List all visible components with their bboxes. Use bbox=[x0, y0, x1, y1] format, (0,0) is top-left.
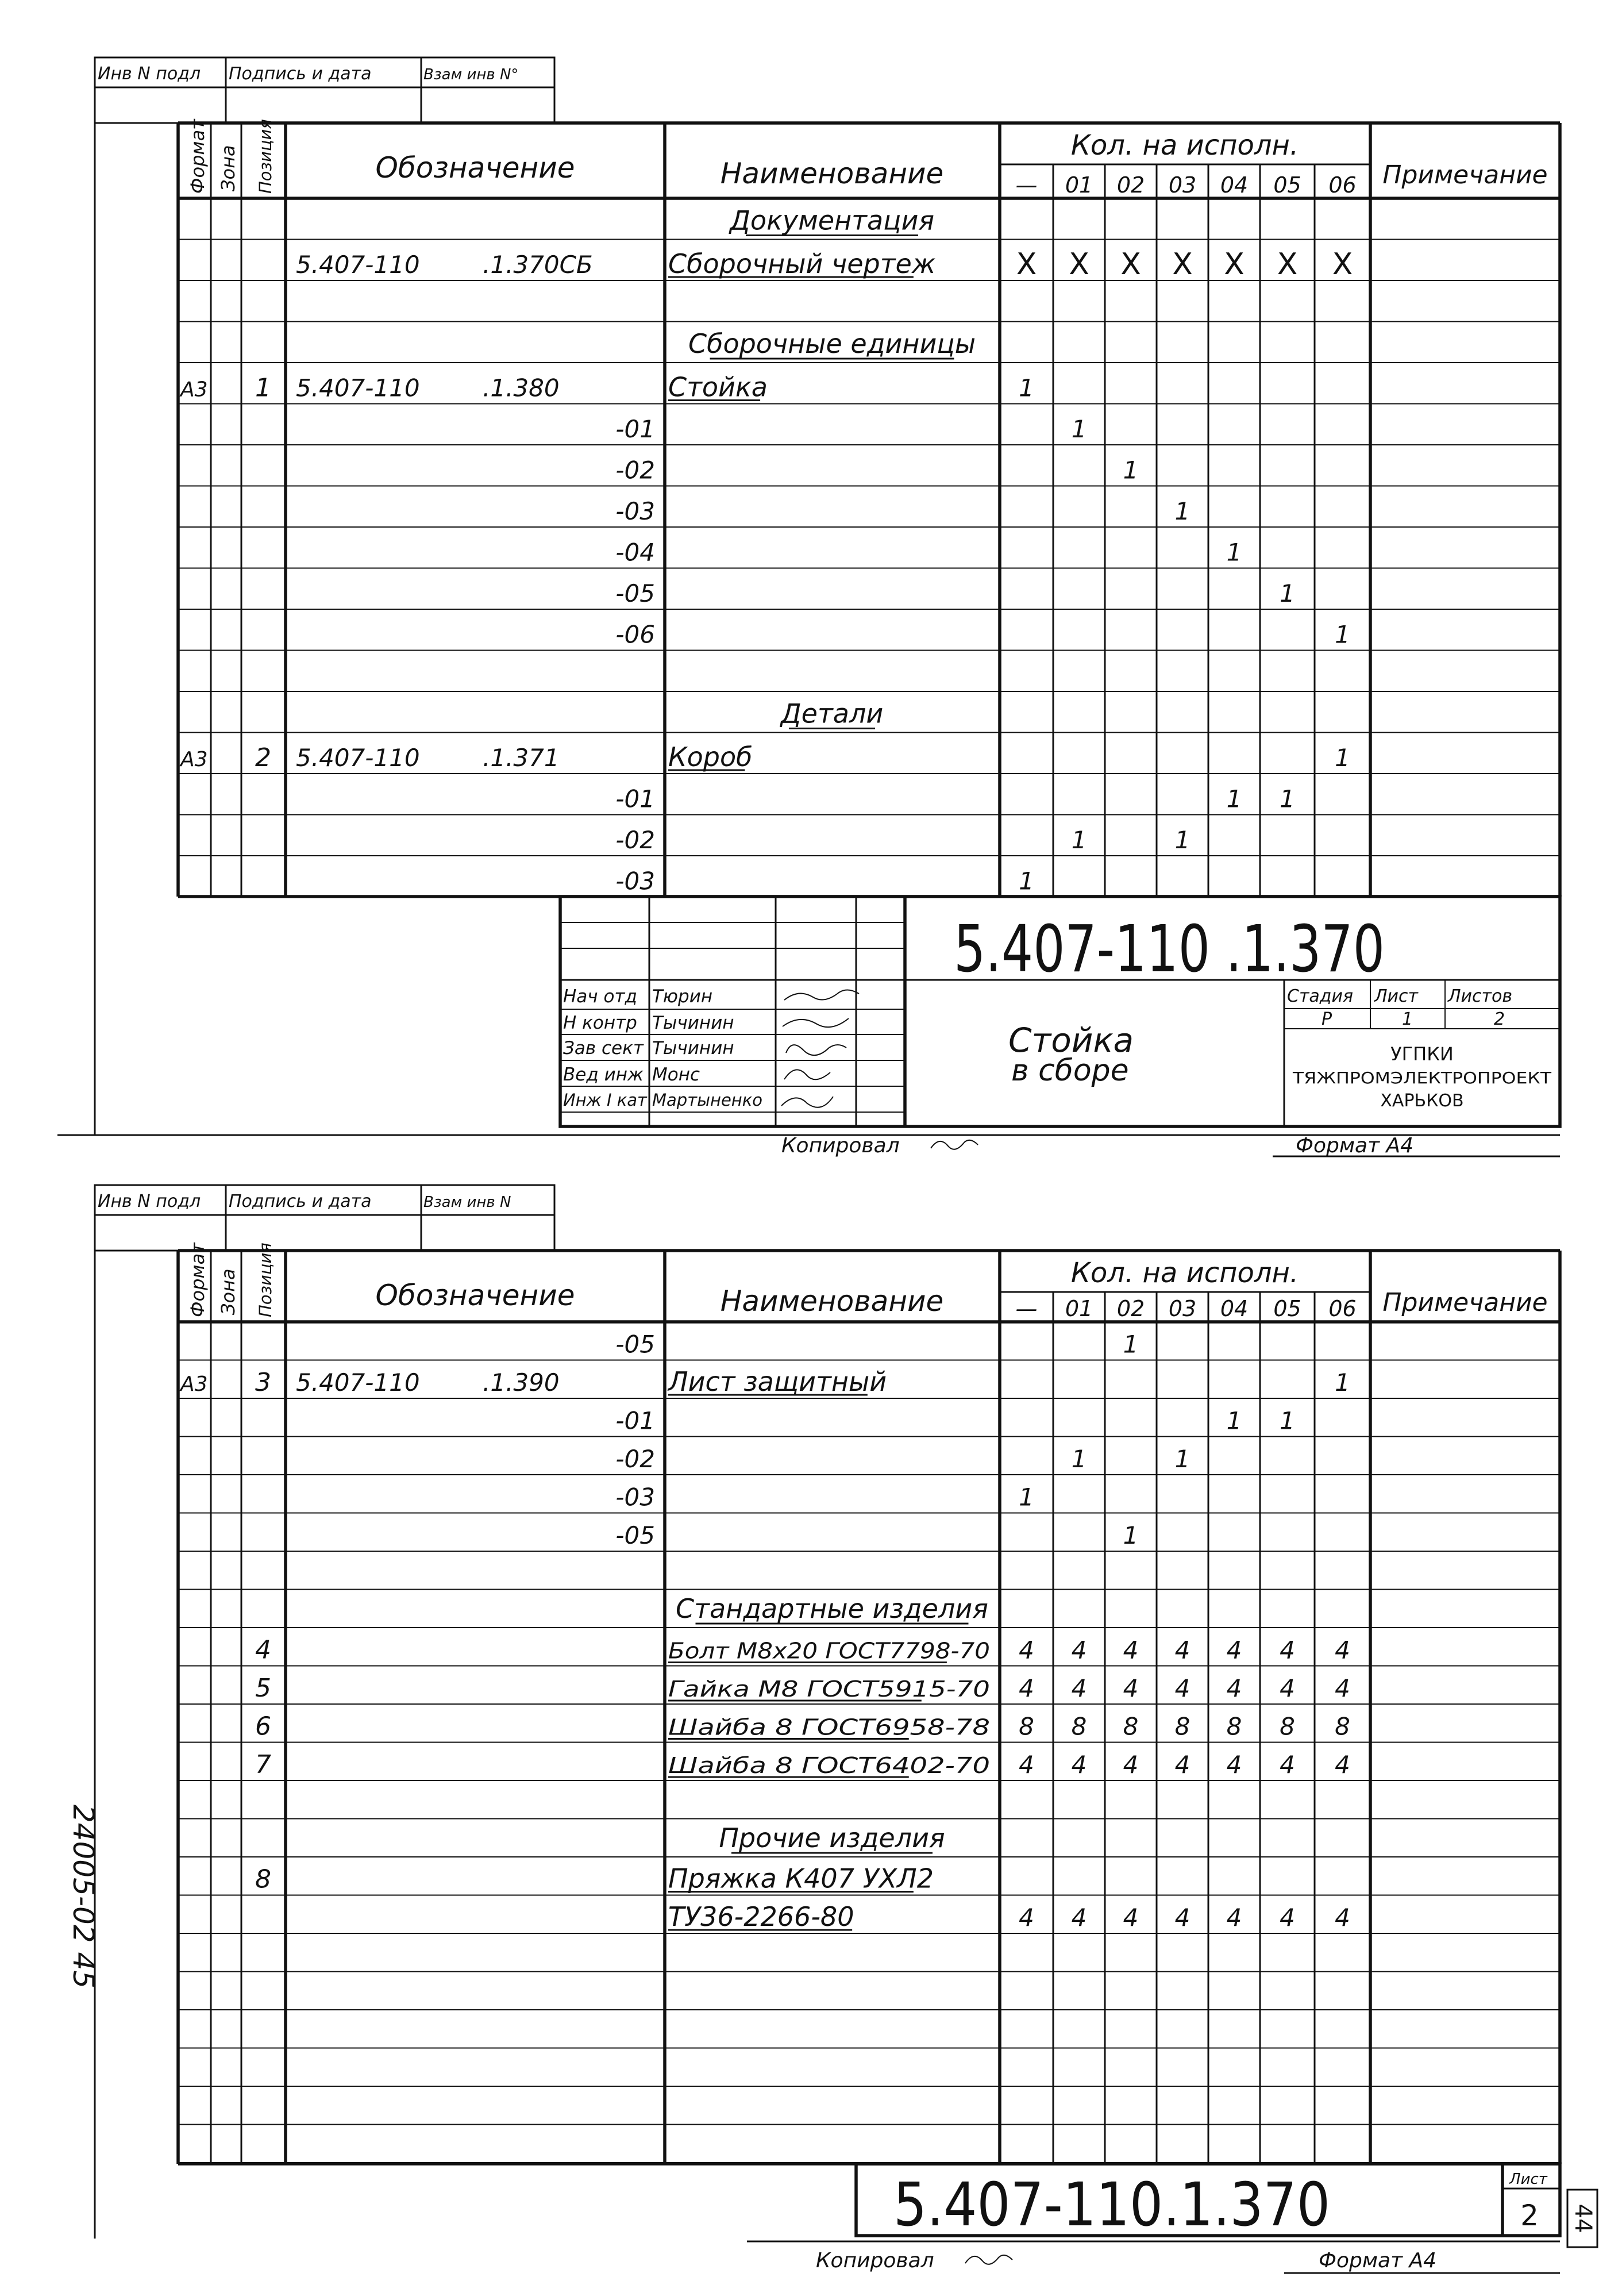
vzam-inv-label: Взам инв N° bbox=[423, 66, 519, 83]
position-header: Позиция bbox=[256, 119, 275, 194]
variant-column-02: 02 bbox=[1116, 172, 1145, 198]
table-row bbox=[615, 539, 1242, 567]
variant-column-05: 05 bbox=[1273, 172, 1301, 198]
zona-header: Зона bbox=[217, 1268, 239, 1315]
position-header: Позиция bbox=[256, 1243, 275, 1317]
name-cell: Стойка bbox=[668, 371, 768, 403]
sheet-1 bbox=[57, 57, 1560, 1157]
qty-cross: X bbox=[1172, 247, 1193, 282]
qty-cell: 4 bbox=[1226, 1903, 1242, 1932]
spec-table-1 bbox=[178, 118, 1560, 897]
podpis-data-label-2: Подпись и дата bbox=[229, 1191, 372, 1212]
variant-column-04: 04 bbox=[1220, 1296, 1249, 1321]
table-row bbox=[179, 741, 1350, 772]
position-cell: 7 bbox=[255, 1750, 271, 1779]
format-header: Формат bbox=[187, 119, 209, 194]
qty-cell: 8 bbox=[1280, 1712, 1295, 1741]
inv-podl-label-2: Инв N подл bbox=[98, 1191, 201, 1212]
qty-cell: 1 bbox=[1280, 1406, 1295, 1435]
position-cell: 4 bbox=[255, 1635, 271, 1665]
table-row bbox=[615, 497, 1190, 525]
variant-column-base: — bbox=[1015, 1296, 1038, 1321]
section-heading: Прочие изделия bbox=[719, 1822, 945, 1853]
section-heading: Документация bbox=[729, 205, 935, 236]
qty-cross: X bbox=[1016, 247, 1037, 282]
designation-variant: -01 bbox=[615, 1406, 655, 1435]
variant-column-05: 05 bbox=[1273, 1296, 1301, 1321]
designation-subcode: .1.380 bbox=[483, 374, 560, 402]
designation-cell: 5.407-110 bbox=[296, 374, 420, 402]
variant-column-06: 06 bbox=[1328, 172, 1357, 198]
designation-variant: -03 bbox=[615, 867, 655, 895]
table-row bbox=[676, 1593, 988, 1624]
qty-cell: 1 bbox=[1226, 538, 1242, 567]
zona-header: Зона bbox=[217, 145, 239, 191]
name-1: Тюрин bbox=[652, 986, 713, 1007]
qty-cell: 4 bbox=[1123, 1751, 1139, 1779]
qty-cell: 4 bbox=[1174, 1903, 1191, 1932]
table-row bbox=[615, 1445, 1190, 1473]
sheet-2 bbox=[67, 1185, 1597, 2273]
org-line-3: ХАРЬКОВ bbox=[1380, 1091, 1464, 1111]
table-row bbox=[719, 1822, 945, 1853]
title-block-2 bbox=[856, 2164, 1560, 2240]
spec-table-2 bbox=[178, 1242, 1560, 2164]
designation-cell: 5.407-110 bbox=[296, 744, 420, 772]
name-5: Мартыненко bbox=[652, 1090, 763, 1110]
table-row bbox=[615, 785, 1294, 813]
sheet-number-2: 2 bbox=[1520, 2199, 1539, 2232]
variant-column-04: 04 bbox=[1220, 172, 1249, 198]
table-row bbox=[255, 1863, 934, 1894]
qty-cell: 4 bbox=[1335, 1903, 1350, 1932]
section-heading: Детали bbox=[780, 698, 884, 729]
title-line-1: Стойка bbox=[1008, 1021, 1134, 1060]
designation-variant: -01 bbox=[615, 415, 655, 443]
variant-column-02: 02 bbox=[1116, 1296, 1145, 1321]
section-heading: Сборочные единицы bbox=[688, 328, 976, 359]
qty-cell: 8 bbox=[1174, 1712, 1191, 1741]
copied-signature-1 bbox=[931, 1140, 978, 1149]
copied-label-1: Копировал bbox=[781, 1134, 900, 1157]
archive-stamp-2 bbox=[95, 1185, 554, 1251]
qty-cell: 4 bbox=[1226, 1636, 1242, 1664]
position-cell: 6 bbox=[255, 1712, 271, 1741]
table-row bbox=[255, 1674, 1350, 1703]
qty-cell: 4 bbox=[1019, 1903, 1034, 1932]
table-row bbox=[179, 1366, 1350, 1397]
position-cell: 1 bbox=[255, 373, 271, 403]
table-row bbox=[615, 826, 1190, 854]
position-cell: 8 bbox=[255, 1864, 271, 1894]
table-row bbox=[615, 1330, 1138, 1359]
qty-cell: 1 bbox=[1123, 456, 1139, 484]
table-row bbox=[615, 1521, 1138, 1549]
variant-column-06: 06 bbox=[1328, 1296, 1357, 1321]
qty-cell: 1 bbox=[1071, 1445, 1087, 1473]
remarks-header: Примечание bbox=[1382, 1288, 1548, 1317]
qty-cell: 4 bbox=[1335, 1751, 1350, 1779]
table-row bbox=[615, 1483, 1034, 1512]
qty-cell: 4 bbox=[1071, 1751, 1087, 1779]
table-row bbox=[668, 1901, 1350, 1932]
qty-cell: 1 bbox=[1335, 1368, 1350, 1397]
margin-number: 24005-02 45 bbox=[67, 1804, 100, 1989]
name-2: Тычинин bbox=[652, 1013, 734, 1033]
table-row bbox=[255, 1712, 1350, 1741]
name-cell: Короб bbox=[668, 741, 753, 772]
name-cell: Сборочный чертеж bbox=[668, 248, 936, 279]
qty-cross: X bbox=[1332, 247, 1353, 282]
qty-cell: 4 bbox=[1071, 1674, 1087, 1702]
sheets-label: Листов bbox=[1448, 986, 1513, 1006]
designation-variant: -01 bbox=[615, 784, 655, 813]
format-header: Формат bbox=[187, 1243, 209, 1317]
qty-cell: 4 bbox=[1123, 1636, 1139, 1664]
position-cell: 2 bbox=[255, 743, 271, 772]
qty-cell: 1 bbox=[1019, 1483, 1034, 1512]
podpis-data-label: Подпись и дата bbox=[229, 64, 372, 84]
section-heading: Стандартные изделия bbox=[676, 1593, 988, 1624]
name-cell: Лист защитный bbox=[668, 1366, 887, 1397]
qty-cell: 1 bbox=[1174, 497, 1191, 525]
remarks-header: Примечание bbox=[1382, 160, 1548, 190]
name-cell: Шайба 8 ГОСТ6958-78 bbox=[668, 1714, 990, 1740]
org-line-1: УГПКИ bbox=[1390, 1043, 1454, 1065]
designation-header: Обозначение bbox=[375, 1279, 575, 1312]
copied-label-2: Копировал bbox=[816, 2249, 934, 2272]
table-row bbox=[615, 456, 1138, 484]
designation-variant: -04 bbox=[615, 538, 655, 567]
table-row bbox=[255, 1750, 1350, 1779]
designation-variant: -05 bbox=[615, 1330, 655, 1359]
variant-column-base: — bbox=[1015, 172, 1038, 198]
qty-cell: 4 bbox=[1174, 1751, 1191, 1779]
format-note-1: Формат А4 bbox=[1296, 1134, 1414, 1157]
format-cell: А3 bbox=[180, 378, 208, 402]
role-n-kontr: Н контр bbox=[563, 1013, 637, 1033]
qty-cell: 1 bbox=[1280, 579, 1295, 607]
qty-cell: 4 bbox=[1174, 1636, 1191, 1664]
table-row bbox=[179, 372, 1034, 403]
qty-cell: 1 bbox=[1174, 826, 1191, 854]
variant-column-03: 03 bbox=[1168, 172, 1197, 198]
qty-cell: 4 bbox=[1335, 1674, 1350, 1702]
qty-cell: 4 bbox=[1071, 1903, 1087, 1932]
format-cell: А3 bbox=[180, 748, 208, 771]
qty-cell: 4 bbox=[1280, 1674, 1295, 1702]
qty-cell: 1 bbox=[1071, 415, 1087, 443]
signatures bbox=[781, 990, 859, 1107]
qty-cross: X bbox=[1069, 247, 1089, 282]
position-cell: 5 bbox=[255, 1674, 271, 1703]
vzam-inv-label-2: Взам инв N bbox=[423, 1194, 511, 1211]
role-ved-inzh: Вед инж bbox=[563, 1064, 644, 1085]
qty-cell: 4 bbox=[1019, 1636, 1034, 1664]
variant-column-01: 01 bbox=[1065, 1296, 1093, 1321]
designation-variant: -03 bbox=[615, 1483, 655, 1512]
qty-cell: 4 bbox=[1123, 1674, 1139, 1702]
qty-cell: 1 bbox=[1174, 1445, 1191, 1473]
qty-cell: 1 bbox=[1019, 867, 1034, 895]
qty-cell: 4 bbox=[1019, 1674, 1034, 1702]
qty-cell: 4 bbox=[1280, 1751, 1295, 1779]
designation-cell: 5.407-110 bbox=[296, 251, 420, 279]
qty-cell: 1 bbox=[1123, 1330, 1139, 1359]
qty-cell: 1 bbox=[1280, 784, 1295, 813]
name-cell: Шайба 8 ГОСТ6402-70 bbox=[668, 1753, 990, 1778]
table-row bbox=[780, 698, 884, 729]
qty-cell: 8 bbox=[1226, 1712, 1242, 1741]
name-header: Наименование bbox=[720, 157, 944, 190]
name-cell: Гайка М8 ГОСТ5915-70 bbox=[668, 1676, 990, 1702]
table-row bbox=[255, 1636, 1350, 1665]
designation-subcode: .1.370СБ bbox=[483, 251, 593, 279]
designation-variant: -05 bbox=[615, 1521, 655, 1549]
designation-variant: -06 bbox=[615, 620, 655, 649]
qty-cross: X bbox=[1277, 247, 1298, 282]
qty-cell: 4 bbox=[1174, 1674, 1191, 1702]
table-row bbox=[615, 579, 1294, 607]
qty-cross: X bbox=[1224, 247, 1245, 282]
qty-cell: 8 bbox=[1123, 1712, 1139, 1741]
qty-header: Кол. на исполн. bbox=[1070, 129, 1299, 161]
name-cell: ТУ36-2266-80 bbox=[668, 1901, 854, 1932]
qty-cell: 8 bbox=[1019, 1712, 1034, 1741]
qty-cell: 4 bbox=[1123, 1903, 1139, 1932]
inv-podl-label: Инв N подл bbox=[98, 64, 201, 84]
designation-variant: -05 bbox=[615, 579, 655, 607]
variant-column-01: 01 bbox=[1065, 172, 1093, 198]
qty-header: Кол. на исполн. bbox=[1070, 1257, 1299, 1289]
title-block-1 bbox=[560, 897, 1560, 1126]
designation-subcode: .1.390 bbox=[483, 1368, 560, 1397]
qty-cell: 1 bbox=[1123, 1521, 1139, 1549]
designation-header: Обозначение bbox=[375, 151, 575, 184]
format-cell: А3 bbox=[180, 1372, 208, 1396]
qty-cell: 1 bbox=[1226, 784, 1242, 813]
qty-cell: 4 bbox=[1280, 1903, 1295, 1932]
role-nach-otd: Нач отд bbox=[563, 986, 637, 1007]
copied-signature-2 bbox=[965, 2255, 1012, 2264]
format-note-2: Формат А4 bbox=[1319, 2249, 1437, 2272]
qty-cell: 1 bbox=[1335, 620, 1350, 649]
qty-cross: X bbox=[1120, 247, 1141, 282]
stage-value: Р bbox=[1322, 1009, 1332, 1029]
table-row bbox=[615, 1407, 1294, 1435]
qty-cell: 1 bbox=[1226, 1406, 1242, 1435]
qty-cell: 8 bbox=[1335, 1712, 1350, 1741]
drawing-code-2: 5.407-110.1.370 bbox=[893, 2170, 1330, 2240]
table-row bbox=[615, 621, 1350, 649]
title-line-2: в сборе bbox=[1011, 1053, 1129, 1088]
name-cell: Болт М8х20 ГОСТ7798-70 bbox=[668, 1638, 990, 1664]
sheets-value: 2 bbox=[1494, 1009, 1505, 1029]
sheet-value: 1 bbox=[1402, 1009, 1413, 1029]
stage-label: Стадия bbox=[1287, 986, 1354, 1006]
designation-cell: 5.407-110 bbox=[296, 1368, 420, 1397]
qty-cell: 4 bbox=[1280, 1636, 1295, 1664]
table-row bbox=[615, 415, 1087, 443]
table-row bbox=[729, 205, 934, 236]
archive-stamp bbox=[95, 57, 554, 123]
org-line-2: ТЯЖПРОМЭЛЕКТРОПРОЕКТ bbox=[1292, 1068, 1552, 1087]
name-3: Тычинин bbox=[652, 1038, 734, 1059]
role-zav-sekt: Зав сект bbox=[563, 1038, 644, 1059]
qty-cell: 4 bbox=[1071, 1636, 1087, 1664]
designation-subcode: .1.371 bbox=[483, 744, 560, 772]
qty-cell: 4 bbox=[1335, 1636, 1350, 1664]
table-row bbox=[615, 867, 1034, 895]
qty-cell: 4 bbox=[1226, 1674, 1242, 1702]
qty-cell: 1 bbox=[1019, 374, 1034, 402]
designation-variant: -02 bbox=[615, 456, 655, 484]
qty-cell: 1 bbox=[1071, 826, 1087, 854]
qty-cell: 1 bbox=[1335, 744, 1350, 772]
qty-cell: 4 bbox=[1226, 1751, 1242, 1779]
name-header: Наименование bbox=[720, 1284, 944, 1318]
name-4: Монс bbox=[652, 1064, 700, 1085]
page-number: 44 bbox=[1570, 2203, 1596, 2233]
list-label-2: Лист bbox=[1509, 2171, 1547, 2188]
name-cell: Пряжка К407 УХЛ2 bbox=[668, 1863, 934, 1894]
drawing-code: 5.407-110 .1.370 bbox=[954, 912, 1385, 987]
table-row bbox=[296, 247, 1353, 282]
qty-cell: 8 bbox=[1071, 1712, 1087, 1741]
variant-column-03: 03 bbox=[1168, 1296, 1197, 1321]
qty-cell: 4 bbox=[1019, 1751, 1034, 1779]
designation-variant: -02 bbox=[615, 1445, 655, 1473]
position-cell: 3 bbox=[255, 1368, 271, 1397]
designation-variant: -02 bbox=[615, 826, 655, 854]
sheet-label: Лист bbox=[1374, 986, 1419, 1006]
role-inzh-kat: Инж I кат bbox=[563, 1090, 647, 1110]
table-row bbox=[688, 328, 976, 359]
designation-variant: -03 bbox=[615, 497, 655, 525]
